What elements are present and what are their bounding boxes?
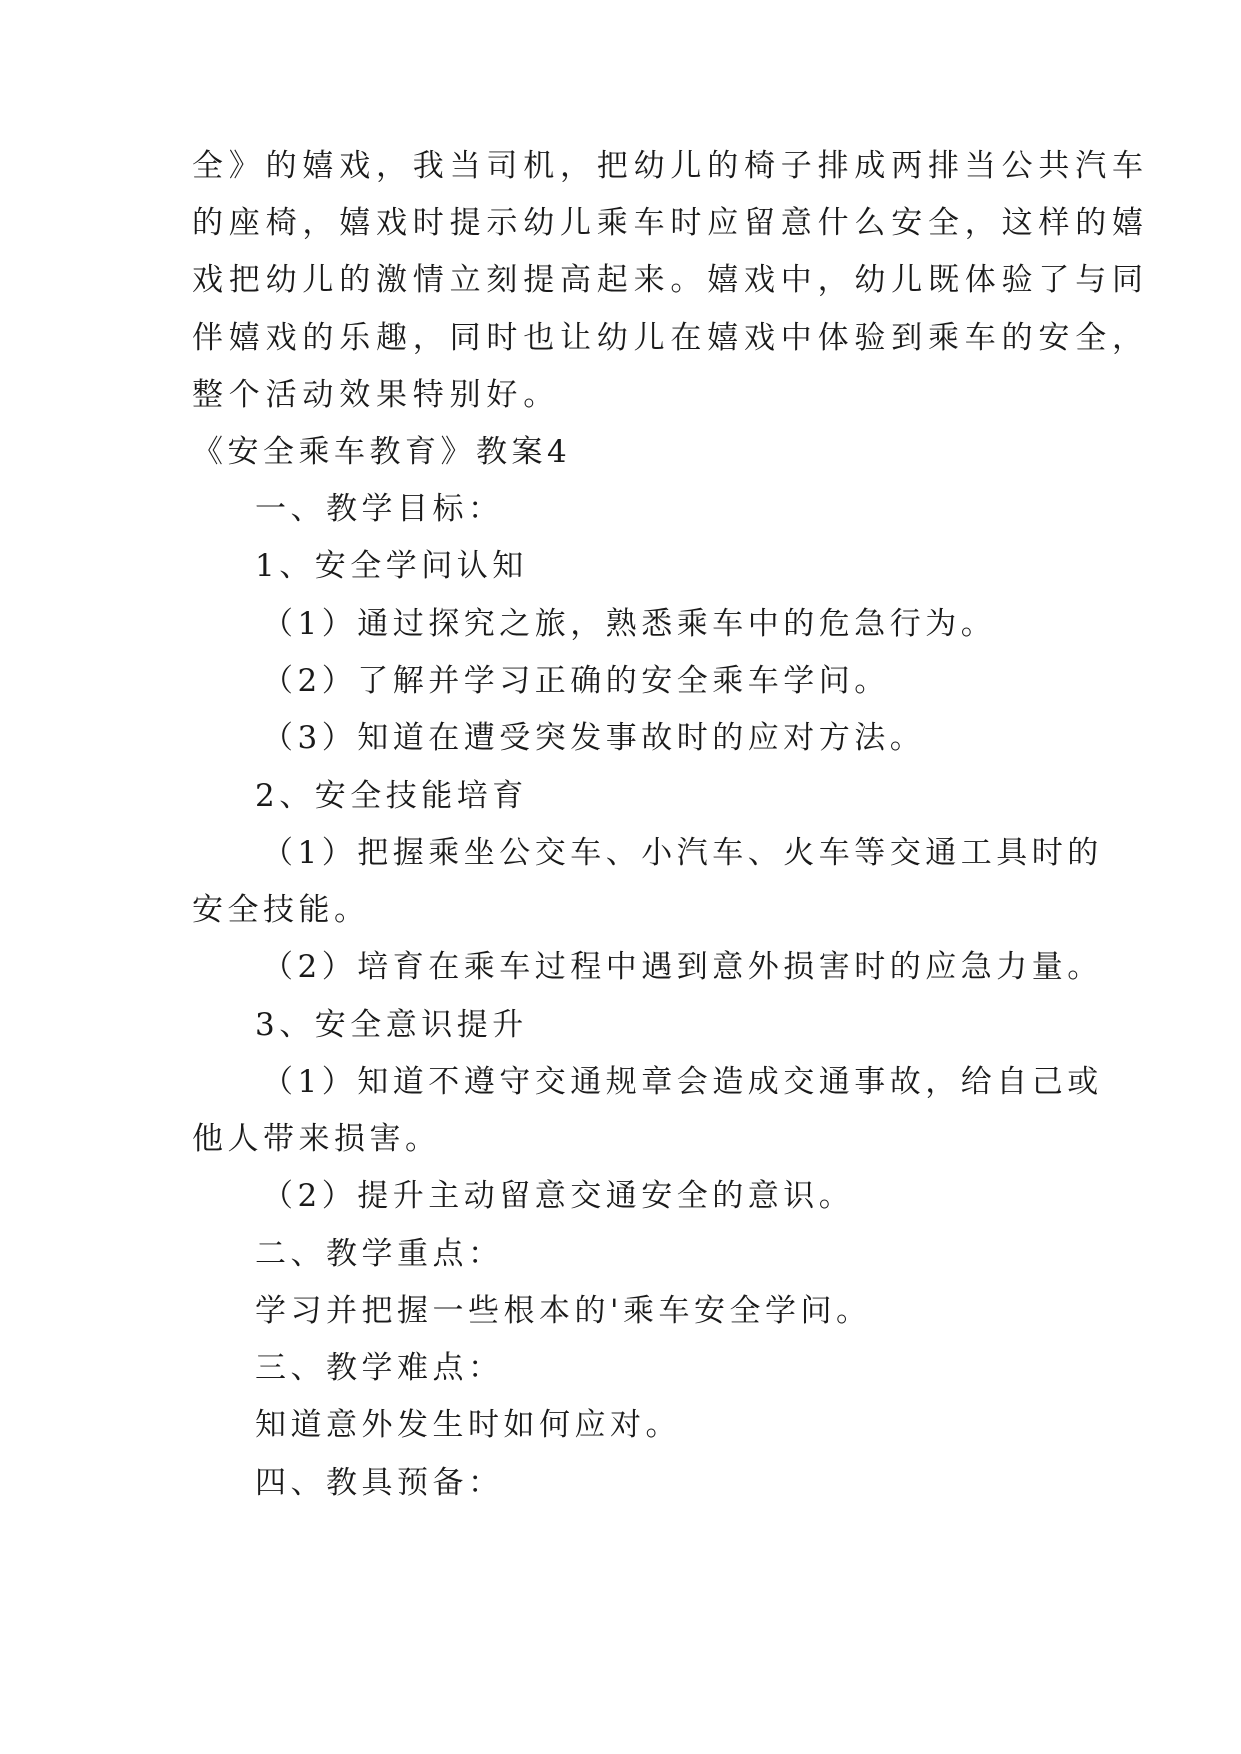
item2-sub1-line1: （1）把握乘坐公交车、小汽车、火车等交通工具时的 [262, 835, 1103, 871]
item2-sub2: （2）培育在乘车过程中遇到意外损害时的应急力量。 [262, 949, 1103, 985]
key-points-text: 学习并把握一些根本的'乘车安全学问。 [255, 1293, 872, 1329]
item2-sub1-line2: 安全技能。 [192, 892, 370, 928]
intro-paragraph-line-5: 整个活动效果特别好。 [192, 377, 560, 413]
materials-heading: 四、教具预备： [255, 1465, 504, 1501]
item3-sub2: （2）提升主动留意交通安全的意识。 [262, 1178, 855, 1214]
intro-paragraph-line-3: 戏把幼儿的激情立刻提高起来。嬉戏中，幼儿既体验了与同 [192, 262, 1149, 298]
section-title: 《安全乘车教育》教案4 [192, 434, 572, 470]
difficulties-heading: 三、教学难点： [255, 1350, 504, 1386]
intro-paragraph-line-2: 的座椅，嬉戏时提示幼儿乘车时应留意什么安全，这样的嬉 [192, 205, 1149, 241]
item2-heading: 2、安全技能培育 [255, 778, 528, 814]
item1-sub1: （1）通过探究之旅，熟悉乘车中的危急行为。 [262, 606, 997, 642]
item1-sub3: （3）知道在遭受突发事故时的应对方法。 [262, 720, 926, 756]
objectives-heading: 一、教学目标： [255, 491, 504, 527]
item3-sub1-line2: 他人带来损害。 [192, 1121, 441, 1157]
item1-heading: 1、安全学问认知 [255, 548, 528, 584]
difficulties-text: 知道意外发生时如何应对。 [255, 1407, 681, 1443]
key-points-heading: 二、教学重点： [255, 1236, 504, 1272]
intro-paragraph-line-1: 全》的嬉戏，我当司机，把幼儿的椅子排成两排当公共汽车 [192, 148, 1149, 184]
item3-heading: 3、安全意识提升 [255, 1007, 528, 1043]
intro-paragraph-line-4: 伴嬉戏的乐趣，同时也让幼儿在嬉戏中体验到乘车的安全， [192, 320, 1149, 356]
item1-sub2: （2）了解并学习正确的安全乘车学问。 [262, 663, 890, 699]
item3-sub1-line1: （1）知道不遵守交通规章会造成交通事故，给自己或 [262, 1064, 1103, 1100]
